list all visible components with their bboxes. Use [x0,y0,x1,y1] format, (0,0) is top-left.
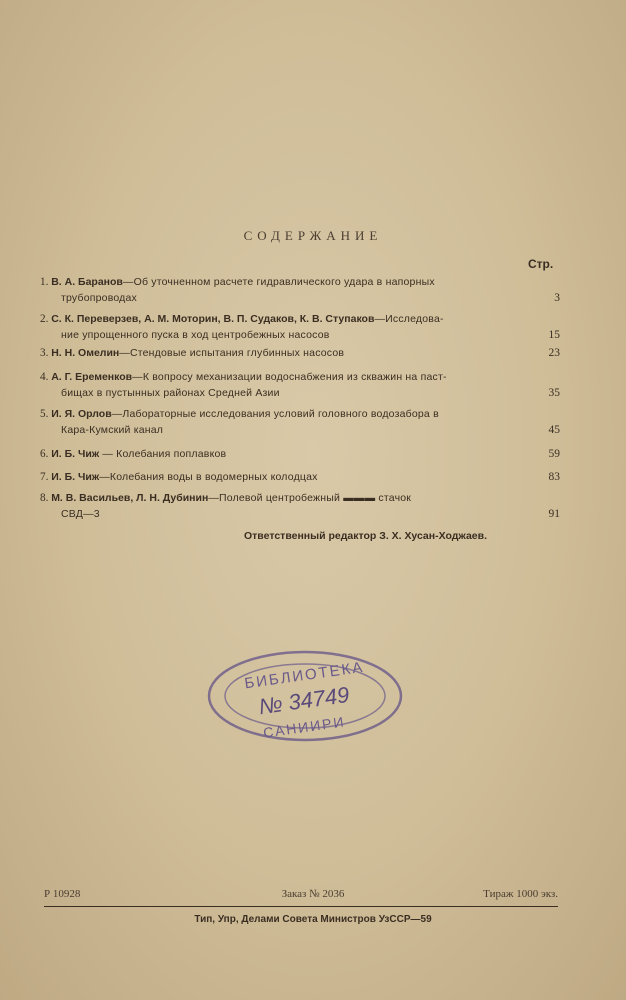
entry-author: В. А. Баранов [51,276,123,288]
entry-line-2 [40,327,560,343]
entry-author: М. В. Васильев, Л. Н. Дубинин [51,492,209,504]
entry-title-continued: Кара-Кумский канал [61,424,164,436]
entry-line-2 [40,385,560,401]
toc-entry [40,369,560,401]
entry-page: 23 [548,347,560,359]
library-stamp [205,648,405,744]
entry-author: И. Я. Орлов [51,408,112,420]
toc-entry [40,345,560,361]
toc-entry [40,311,560,343]
order-number: Заказ № 2036 [281,888,345,900]
toc-entry [40,490,560,522]
entry-line-2 [40,422,560,438]
entry-page: 15 [548,329,560,341]
entry-title-continued: бищах в пустынных районах Средней Азии [61,387,280,399]
entry-number: 3. [40,347,49,359]
entry-page: 45 [548,424,560,436]
publication-code: Р 10928 [44,888,81,900]
entry-page: 3 [554,292,560,304]
page-column-label: Стр. [528,257,554,271]
entry-number: 4. [40,371,49,383]
entry-title-continued: ние упрощенного пуска в ход центробежных насосов [61,329,330,341]
toc-entry [40,469,560,485]
toc-entry [40,446,560,462]
entry-number: 1. [40,276,49,288]
entry-page: 83 [548,471,560,483]
entry-title: —Исследова- [374,313,444,325]
entry-title-continued: СВД—3 [61,508,100,520]
entry-page: 35 [548,387,560,399]
stamp-top-text: БИБЛИОТЕКА [243,658,366,693]
printer-line: Тип, Упр, Делами Совета Министров УзССР—59 [194,914,432,925]
entry-line-1 [40,345,560,361]
entry-title: —Лабораторные исследования условий головного водозабора в [111,408,439,420]
entry-author: И. Б. Чиж [51,448,100,460]
entry-line-1 [40,469,560,485]
entry-title: —Об уточненном расчете гидравлического удара в напорных [122,276,435,288]
entry-title: —К вопросу механизации водоснабжения из скважин на паст- [132,371,447,383]
entry-title: —Полевой центробежный ▬▬▬ стачок [208,492,412,504]
entry-number: 7. [40,471,49,483]
footer-rule [44,906,558,907]
entry-title: — Колебания поплавков [99,448,227,460]
entry-line-1 [40,369,560,385]
entry-line-1 [40,490,560,506]
print-run: Тираж 1000 экз. [483,888,558,900]
entry-number: 2. [40,313,49,325]
entry-line-1 [40,446,560,462]
entry-page: 91 [548,508,560,520]
toc-entry [40,274,560,306]
entry-page: 59 [548,448,560,460]
entry-number: 5. [40,408,49,420]
entry-line-2 [40,290,560,306]
contents-heading: СОДЕРЖАНИЕ [243,228,383,243]
entry-title-continued: трубопроводах [61,292,138,304]
entry-author: Н. Н. Омелин [51,347,120,359]
entry-author: С. К. Переверзев, А. М. Моторин, В. П. Судаков, К. В. Ступаков [51,313,375,325]
stamp-number: № 34749 [257,681,351,720]
entry-number: 8. [40,492,49,504]
editor-credit: Ответственный редактор З. Х. Хусан-Ходжаев. [244,530,488,542]
toc-entry [40,406,560,438]
entry-author: А. Г. Еременков [51,371,133,383]
entry-line-2 [40,506,560,522]
entry-author: И. Б. Чиж [51,471,100,483]
stamp-bottom-text: САНИИРИ [262,713,347,741]
entry-line-1 [40,311,560,327]
entry-line-1 [40,406,560,422]
entry-title: —Стендовые испытания глубинных насосов [119,347,345,359]
entry-line-1 [40,274,560,290]
entry-title: —Колебания воды в водомерных колодцах [99,471,318,483]
entry-number: 6. [40,448,49,460]
